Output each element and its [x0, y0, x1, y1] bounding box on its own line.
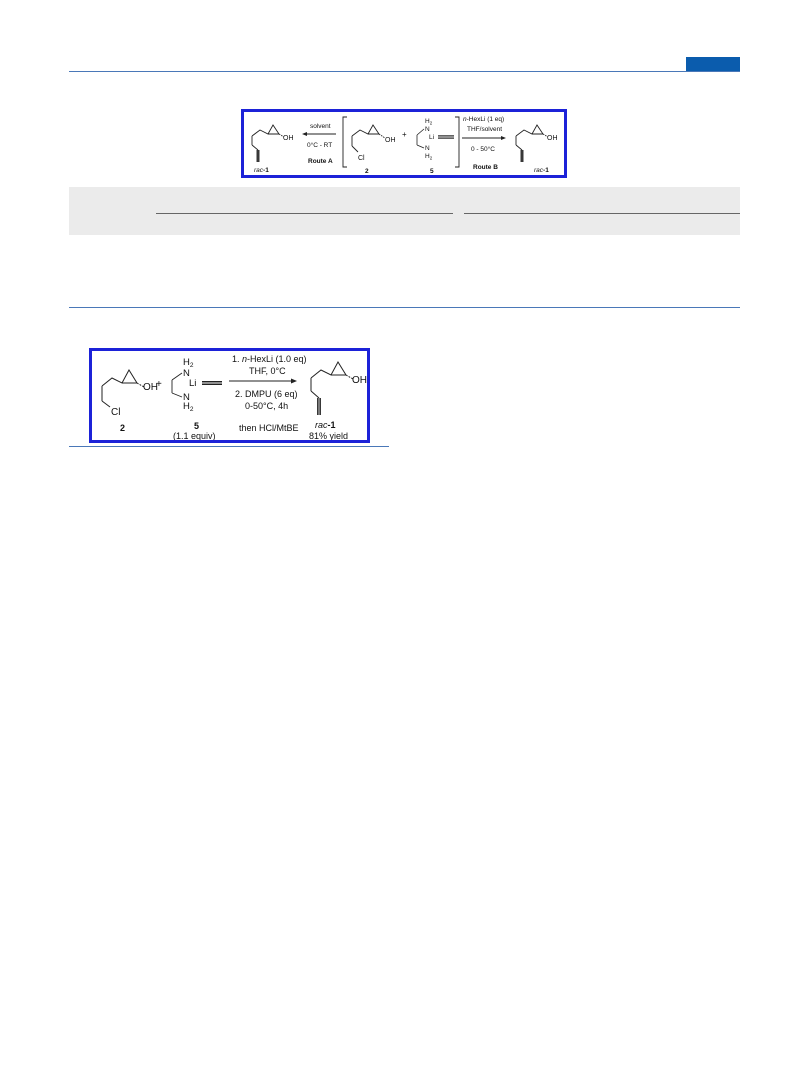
- header-accent-tab: [686, 57, 740, 71]
- route-b-below: 0 - 50°C: [471, 146, 495, 153]
- scheme-2-condition-step2-line2: 0-50°C, 4h: [245, 401, 289, 411]
- scheme-2-box: [89, 348, 370, 443]
- scheme-2-condition-step1-line2: THF, 0°C: [249, 366, 286, 376]
- route-b-line1: n-HexLi (1 eq): [463, 116, 505, 123]
- scheme-2-reagent-5-top-h: $H_2$: [183, 357, 194, 369]
- table-header-divider-right: [464, 213, 740, 214]
- scheme-2-arrowhead: [291, 379, 297, 384]
- scheme-2-reagent-5-li: Li: [189, 378, 197, 389]
- scheme-2-condition-step3: then HCl/MtBE: [239, 423, 299, 433]
- table-header-band: [69, 187, 740, 235]
- route-a-above: solvent: [310, 123, 331, 130]
- reagent-5-top-n: N: [425, 126, 430, 133]
- scheme-2-reactant-2-oh: OH: [143, 382, 158, 393]
- scheme-2-bottom-rule: [69, 446, 389, 447]
- reagent-5-li: Li: [429, 134, 435, 141]
- reagent-5-structure: [417, 129, 454, 148]
- scheme-2-reagent-5-label: 5: [194, 421, 200, 431]
- right-product-structure: [516, 125, 548, 162]
- plus-sign: +: [402, 130, 407, 139]
- scheme-2-product-structure: [311, 362, 353, 415]
- route-b-arrowhead: [501, 136, 506, 140]
- section-divider: [69, 307, 740, 308]
- reactant-2-oh: OH: [385, 137, 396, 144]
- route-b-label: Route B: [473, 164, 498, 171]
- route-a-below: 0°C - RT: [307, 142, 333, 149]
- scheme-2-product-oh: OH: [352, 375, 367, 386]
- left-product-oh: OH: [283, 135, 294, 142]
- left-product-structure: [252, 125, 284, 162]
- table-header-divider-left: [156, 213, 453, 214]
- header-rule: [69, 71, 740, 72]
- scheme-2-reagent-5-equiv: (1.1 equiv): [173, 431, 216, 440]
- reagent-5-bottom-n: N: [425, 145, 430, 152]
- scheme-1-drawing: [244, 112, 564, 175]
- right-bracket: [455, 117, 459, 167]
- reactant-2-label: 2: [365, 168, 369, 175]
- left-bracket: [343, 117, 347, 167]
- route-b-line2: THF/solvent: [467, 126, 503, 133]
- scheme-2-plus-sign: +: [156, 379, 162, 390]
- scheme-2-reactant-2-structure: [102, 370, 144, 407]
- scheme-2-reactant-2-label: 2: [120, 423, 126, 433]
- scheme-2-reactant-2-cl: Cl: [111, 407, 121, 418]
- scheme-2-product-label: rac-1: [315, 420, 336, 430]
- scheme-2-reagent-5-structure: [172, 373, 222, 397]
- reagent-5-top-h: $H_2$: [425, 118, 433, 126]
- scheme-2-reagent-5-top-n: N: [183, 368, 190, 379]
- reactant-2-cl: Cl: [358, 155, 365, 162]
- scheme-2-drawing: [92, 351, 367, 440]
- route-a-arrowhead: [302, 132, 307, 136]
- scheme-2-condition-step1: 1. n-HexLi (1.0 eq): [232, 354, 307, 364]
- left-product-label: rac-1: [254, 167, 269, 174]
- route-a-label: Route A: [308, 158, 333, 165]
- scheme-2-condition-step2-line1: 2. DMPU (6 eq): [235, 389, 298, 399]
- reagent-5-label: 5: [430, 168, 434, 175]
- scheme-2-reagent-5-bottom-h: $H_2$: [183, 401, 194, 413]
- right-product-label: rac-1: [534, 167, 549, 174]
- right-product-oh: OH: [547, 135, 558, 142]
- reagent-5-bottom-h: $H_2$: [425, 153, 433, 161]
- scheme-2-reagent-5-bottom-n: N: [183, 392, 190, 403]
- scheme-2-product-yield: 81% yield: [309, 431, 349, 440]
- scheme-1-box: [241, 109, 567, 178]
- reactant-2-structure: [352, 125, 385, 152]
